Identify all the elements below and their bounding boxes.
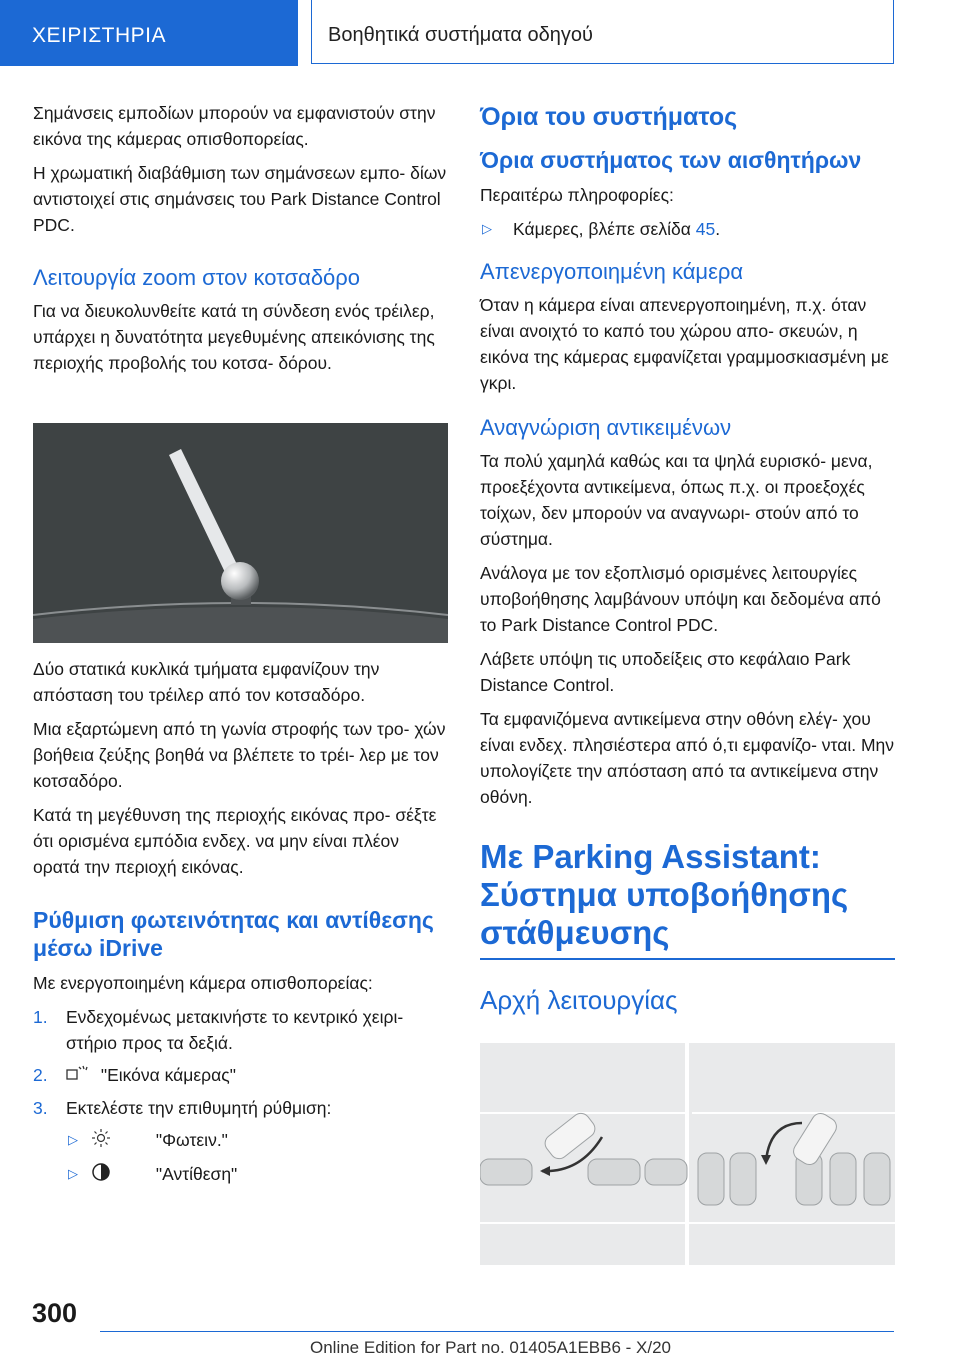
left-column (33, 100, 448, 384)
paragraph: Μια εξαρτώμενη από τη γωνία στροφής των τρο‐ χών βοήθεια ζεύξης βοηθά να βλέπετε το τρέι‐ λερ με τον κοτσαδόρο. (33, 719, 446, 791)
bullet-text: Κάμερες, βλέπε σελίδα (513, 219, 691, 239)
paragraph: Κατά τη μεγέθυνση της περιοχής εικόνας προ‐ σέξτε ότι ορισμένα εμπόδια ενδεχ. να μην είναι πλέον ορατά την περιοχή εικόνας. (33, 805, 437, 877)
right-column (480, 100, 895, 1026)
page-header (0, 0, 960, 66)
step-text: Εκτελέστε την επιθυμητή ρύθμιση: (66, 1098, 332, 1119)
camera-icon (66, 1063, 96, 1089)
paragraph: Ανάλογα με τον εξοπλισμό ορισμένες λειτουργίες υποβοήθησης λαμβάνουν υπόψη και δεδομένα από το Park Distance Control PDC. (480, 563, 881, 635)
page-link[interactable]: 45 (695, 219, 716, 239)
heading-parking-assistant: Με Parking Assistant: Σύστημα υποβοήθησης στάθμευσης (480, 838, 849, 951)
paragraph: Λάβετε υπόψη τις υποδείξεις στο κεφάλαιο Park Distance Control. (480, 649, 851, 695)
triangle-bullet-icon: ▷ (68, 1166, 78, 1182)
list-item (33, 1095, 448, 1121)
page-number: 300 (32, 1298, 78, 1328)
footer-edition: Online Edition for Part no. 01405A1EBB6 - X/20 (310, 1338, 672, 1357)
heading-sensor-limits: Όρια συστήματος των αισθητήρων (480, 147, 862, 173)
heading-zoom: Λειτουργία zoom στον κοτσαδόρο (33, 265, 361, 290)
list-item (33, 1062, 448, 1089)
triangle-bullet-icon: ▷ (68, 1132, 78, 1148)
option-text: "Αντίθεση" (155, 1164, 238, 1185)
heading-camera-off: Απενεργοποιημένη κάμερα (480, 259, 744, 284)
chapter-heading-block (480, 838, 895, 960)
list-item (33, 1161, 448, 1189)
heading-system-limits: Όρια του συστήματος (480, 103, 738, 131)
paragraph: Για να διευκολυνθείτε κατά τη σύνδεση ενός τρέιλερ, υπάρχει η δυνατότητα μεγεθυμένης απεικόνισης της περιοχής προβολής του κοτσα‐ δόρου. (33, 301, 435, 373)
left-column-lower (33, 656, 448, 1195)
paragraph: Η χρωματική διαβάθμιση των σημάνσεων εμπο‐ δίων αντιστοιχεί στις σημάνσεις του Park Distance Control PDC. (33, 163, 447, 235)
option-text: "Φωτειν." (155, 1130, 228, 1151)
chapter-tab (0, 0, 298, 66)
section-tab (311, 0, 894, 64)
parking-diagram-figure (480, 1043, 895, 1265)
paragraph: Δύο στατικά κυκλικά τμήματα εμφανίζουν την απόσταση του τρέιλερ από τον κοτσαδόρο. (33, 659, 380, 705)
hitch-zoom-figure (33, 423, 448, 643)
heading-object-detection: Αναγνώριση αντικειμένων (480, 415, 732, 440)
list-item (33, 1127, 448, 1155)
triangle-bullet-icon: ▷ (482, 221, 492, 236)
bullet-list (480, 216, 895, 242)
paragraph: Τα πολύ χαμηλά καθώς και τα ψηλά ευρισκό‐ μενα, προεξέχοντα αντικείμενα, όπως π.χ. οι προεξοχές τοίχων, δεν μπορούν να αναγνωρι‐ στούν από το σύστημα. (480, 451, 873, 549)
section-title: Βοηθητικά συστήματα οδηγού (328, 24, 593, 46)
list-item (33, 1004, 448, 1056)
step-text: Ενδεχομένως μετακινήστε το κεντρικό χειρι‐ στήριο προς τα δεξιά. (66, 1007, 404, 1053)
step-number: 3. (33, 1098, 48, 1119)
step-number: 2. (33, 1065, 48, 1085)
paragraph: Όταν η κάμερα είναι απενεργοποιημένη, π.χ. όταν είναι ανοιχτό το καπό του χώρου απο‐ σκευών, η εικόνα της κάμερας εμφανίζεται γραμμοσκιασμένη με γκρι. (480, 295, 889, 393)
step-number: 1. (33, 1007, 48, 1027)
heading-brightness: Ρύθμιση φωτεινότητας και αντίθεσης μέσω iDrive (33, 907, 434, 961)
heading-principle: Αρχή λειτουργίας (480, 985, 678, 1015)
paragraph: Περαιτέρω πληροφορίες: (480, 185, 674, 205)
list-item (480, 216, 895, 242)
paragraph: Τα εμφανιζόμενα αντικείμενα στην οθόνη ελέγ‐ χου είναι ενδεχ. πλησιέστερα από ό,τι εμφανίζο‐ νται. Μην υπολογίζετε την απόσταση από τα αντικείμενα στην οθόνη. (480, 709, 895, 807)
paragraph: Σημάνσεις εμποδίων μπορούν να εμφανιστούν στην εικόνα της κάμερας οπισθοπορείας. (33, 103, 436, 149)
step-text: "Εικόνα κάμερας" (100, 1065, 236, 1085)
steps-list (33, 1004, 448, 1189)
bullet-period: . (715, 219, 721, 239)
paragraph: Με ενεργοποιημένη κάμερα οπισθοπορείας: (33, 973, 373, 993)
footer-rule (100, 1331, 894, 1332)
chapter-title: ΧΕΙΡΙΣΤΗΡΙΑ (32, 24, 167, 47)
